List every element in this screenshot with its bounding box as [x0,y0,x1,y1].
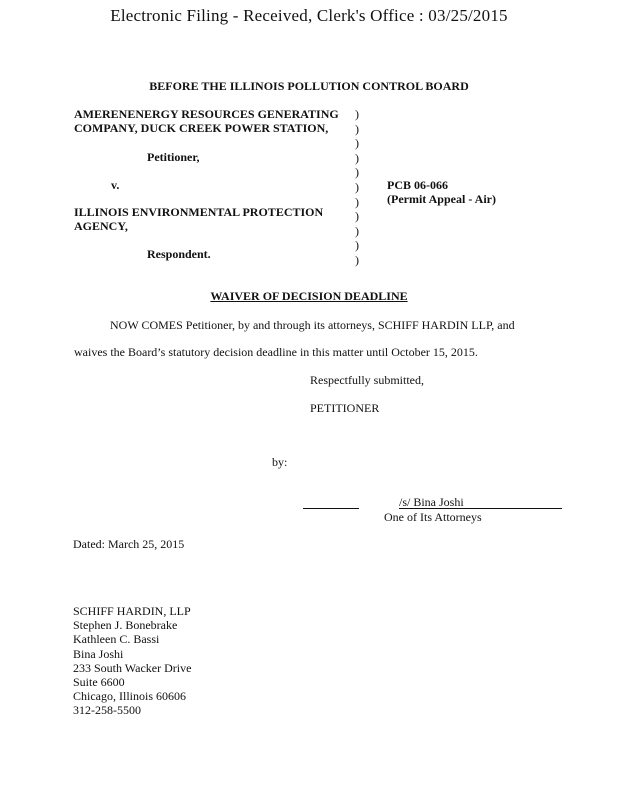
address-line: 233 South Wacker Drive [73,660,192,675]
petitioner-name-line2: COMPANY, DUCK CREEK POWER STATION, [74,121,329,135]
attorney-name: Stephen J. Bonebrake [73,618,178,633]
case-number: PCB 06-066 [387,178,448,192]
petitioner-name-line1: AMERENENERGY RESOURCES GENERATING [74,107,339,121]
signer-role: One of Its Attorneys [384,510,482,524]
caption-paren: ) [355,223,359,238]
body-line-2: waives the Board’s statutory decision deadline in this matter until October 15, 2015. [74,345,478,359]
caption-paren: ) [355,150,359,165]
petitioner-role: Petitioner, [147,150,200,164]
firm-address-block [73,604,191,718]
attorney-name: Kathleen C. Bassi [73,632,160,647]
respondent-name-line2: AGENCY, [74,219,128,233]
address-line: Chicago, Illinois 60606 [73,689,186,704]
board-heading: BEFORE THE ILLINOIS POLLUTION CONTROL BOARD [149,79,469,93]
caption-parentheses [355,107,359,268]
firm-name: SCHIFF HARDIN, LLP [73,604,191,618]
caption-paren: ) [355,238,359,253]
filing-stamp: Electronic Filing - Received, Clerk's Office : 03/25/2015 [110,6,508,25]
firm-phone: 312-258-5500 [73,703,141,718]
caption-paren: ) [355,209,359,224]
caption-paren: ) [355,252,359,267]
electronic-signature: /s/ Bina Joshi [399,495,464,509]
caption-paren: ) [355,165,359,180]
respectfully-submitted: Respectfully submitted, [310,373,424,387]
caption-paren: ) [355,107,359,121]
signature-line-left [303,508,359,509]
document-title: WAIVER OF DECISION DEADLINE [210,289,408,303]
caption-paren: ) [355,179,359,194]
body-line-1: NOW COMES Petitioner, by and through its attorneys, SCHIFF HARDIN LLP, and [110,318,515,332]
respondent-role: Respondent. [147,247,211,261]
dated-line: Dated: March 25, 2015 [73,537,185,551]
address-line: Suite 6600 [73,675,125,690]
case-type: (Permit Appeal - Air) [387,192,496,206]
respondent-name-line1: ILLINOIS ENVIRONMENTAL PROTECTION [74,205,324,219]
caption-paren: ) [355,194,359,209]
versus: v. [111,178,120,192]
caption-paren: ) [355,136,359,151]
by-label: by: [272,455,288,469]
party-label: PETITIONER [310,401,380,415]
caption-paren: ) [355,121,359,136]
attorney-name: Bina Joshi [73,646,124,661]
